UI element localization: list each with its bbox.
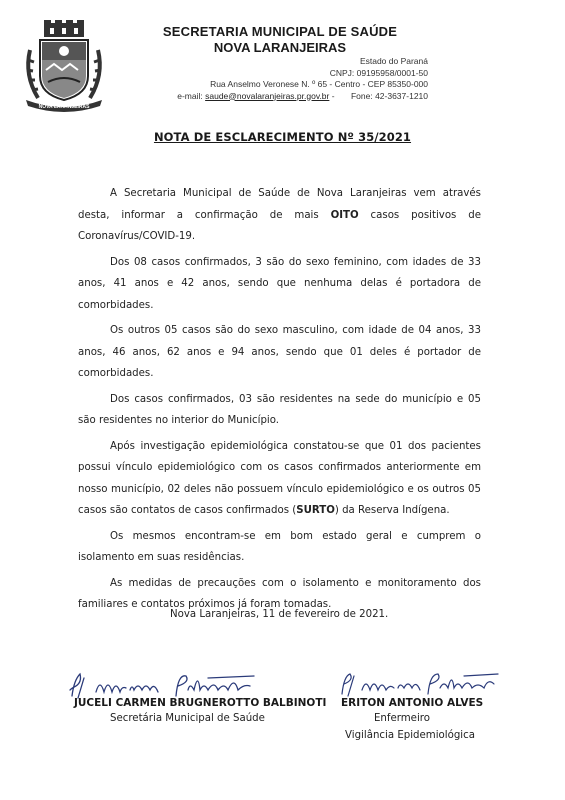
- signer-left-name: JUCELI CARMEN BRUGNEROTTO BALBINOTI: [74, 697, 327, 709]
- contact-line: [128, 91, 428, 103]
- bold-surto: SURTO: [296, 505, 335, 516]
- email-separator: -: [331, 90, 335, 101]
- document-body: [78, 183, 481, 620]
- document-title: NOTA DE ESCLARECIMENTO Nº 35/2021: [153, 130, 412, 144]
- paragraph-7: As medidas de precauções com o isolamento e monitoramento dos familiares e contatos próximos já foram tomadas.: [78, 577, 481, 610]
- paragraph-5: Após investigação epidemiológica constatou-se que 01 dos pacientes possui vínculo epidemiológico com os casos confirmados anteriormente em nosso município, 02 deles não possuem vínculo epidemiológico e os outros 05 casos são contatos de casos confirmados (SURTO) da Reserva Indígena.: [78, 440, 481, 516]
- email-label: e-mail:: [177, 90, 203, 101]
- paragraph-2: Dos 08 casos confirmados, 3 são do sexo feminino, com idades de 33 anos, 41 anos e 42 anos, sendo que nenhuma delas é portadora de comorbidades.: [78, 256, 481, 311]
- date-line: Nova Laranjeiras, 11 de fevereiro de 2021.: [170, 609, 389, 620]
- municipal-coat-of-arms-icon: [20, 20, 108, 112]
- state-line: Estado do Paraná: [359, 56, 428, 66]
- crest-motto: NOVA LARANJEIRAS: [38, 104, 90, 110]
- signer-right-department: Vigilância Epidemiológica: [345, 730, 475, 741]
- signer-left-role: Secretária Municipal de Saúde: [110, 713, 265, 724]
- paragraph-1: A Secretaria Municipal de Saúde de Nova Laranjeiras vem através desta, informar a confirmação de mais OITO casos positivos de Coronavírus/COVID-19.: [78, 188, 481, 242]
- signer-right-name: ERITON ANTONIO ALVES: [341, 697, 484, 709]
- org-title: SECRETARIA MUNICIPAL DE SAÚDE: [162, 24, 398, 39]
- paragraph-6: Os mesmos encontram-se em bom estado geral e cumprem o isolamento em suas residências.: [78, 530, 481, 563]
- letterhead: [120, 24, 440, 102]
- paragraph-3: Os outros 05 casos são do sexo masculino, com idade de 04 anos, 33 anos, 46 anos, 62 anos e 94 anos, sendo que 01 deles é portador de comorbidades.: [78, 325, 481, 379]
- paragraph-4: Dos casos confirmados, 03 são residentes na sede do município e 05 são residentes no interior do Município.: [78, 393, 481, 426]
- phone-number: Fone: 42-3637-1210: [350, 90, 428, 101]
- signer-right-role: Enfermeiro: [374, 713, 430, 724]
- handwritten-signature-right: [332, 668, 502, 698]
- address-line: Rua Anselmo Veronese N. º 65 - Centro - CEP 85350-000: [210, 79, 428, 89]
- cnpj-line: CNPJ: 09195958/0001-50: [329, 67, 428, 78]
- city-title: NOVA LARANJEIRAS: [213, 40, 347, 55]
- email-link[interactable]: saude@novalaranjeiras.pr.gov.br: [205, 90, 330, 101]
- bold-oito: OITO: [330, 209, 359, 221]
